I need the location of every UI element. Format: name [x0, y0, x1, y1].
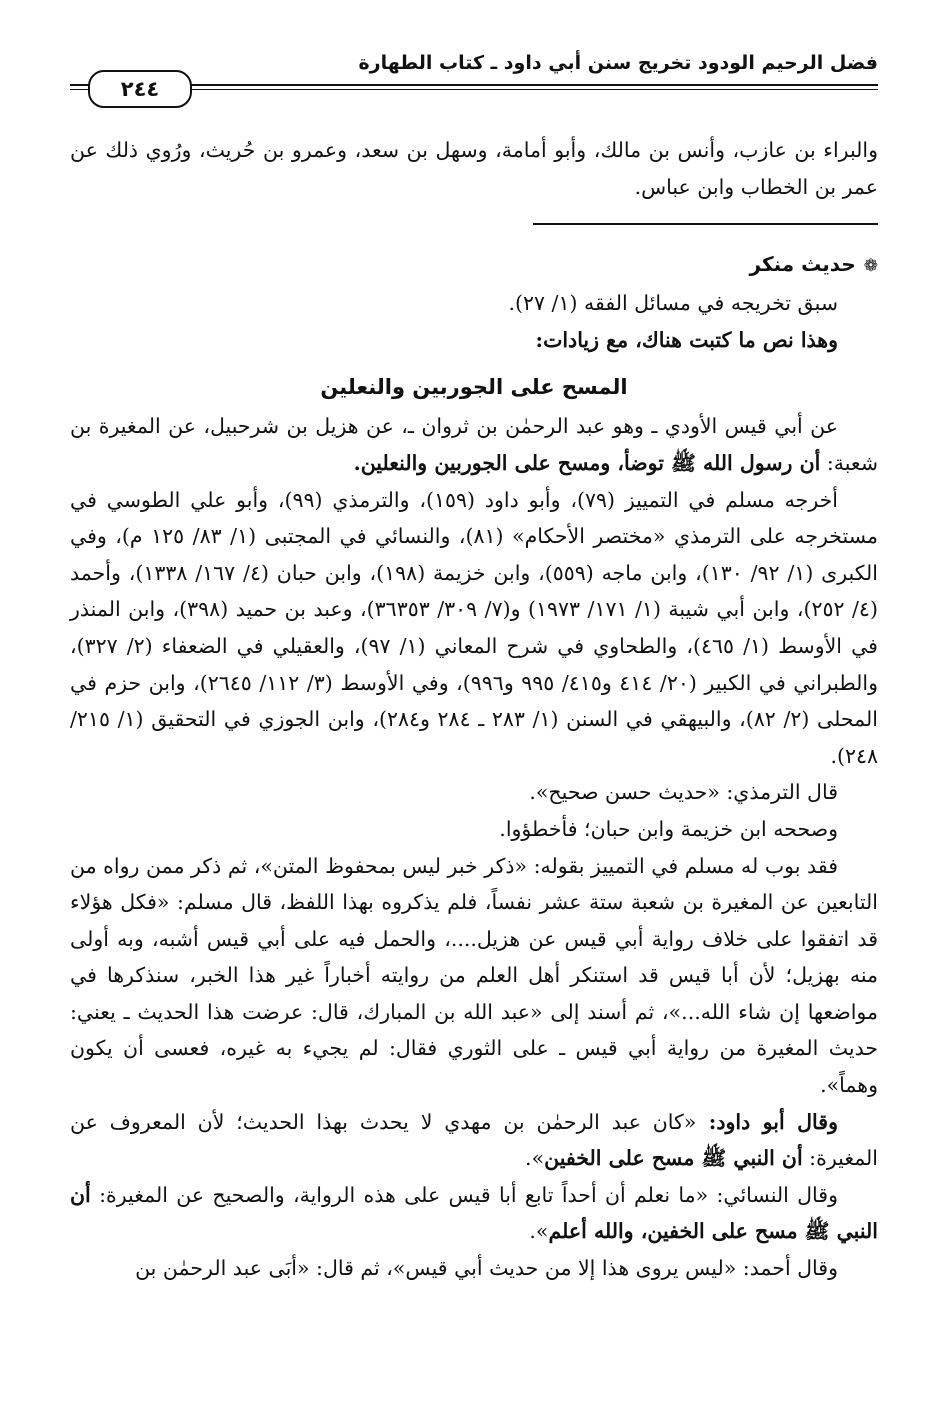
- page-body: [70, 132, 878, 1287]
- book-page: [70, 40, 878, 1390]
- reference-line: سبق تخريجه في مسائل الفقه (١/ ٢٧).: [508, 291, 838, 316]
- note-line: [70, 322, 878, 359]
- nasai-text: وقال النسائي: «ما نعلم أن أحداً تابع أبا قيس على هذه الرواية، والصحيح عن المغيرة:: [90, 1182, 838, 1207]
- hadith-paragraph: [70, 408, 878, 481]
- muslim-discussion-paragraph: فقد بوب له مسلم في التمييز بقوله: «ذكر خبر ليس بمحفوظ المتن»، ثم ذكر ممن رواه من التابعين عن المغيرة بن شعبة ستة عشر نفساً، فلم يذكروه بهذا اللفظ، قال مسلم: «فكل هؤلاء قد اتفقوا على خلاف رواية أبي قيس عن هزيل....، والحمل فيه على أبي قيس أشبه، وبه أولى منه بهزيل؛ لأن أبا قيس قد استنكر أهل العلم من روايته أخباراً غير هذا الخبر، سنذكرها في مواضعها إن شاء الله...»، ثم أسند إلى «عبد الله بن المبارك، قال: عرضت هذا الحديث ـ يعني: حديث المغيرة من رواية أبي قيس ـ على الثوري فقال: لم يجيء به غيره، فعسى أن يكون وهماً».: [70, 853, 878, 1098]
- section-heading: [70, 245, 878, 285]
- authentication-note: وصححه ابن خزيمة وابن حبان؛ فأخطؤوا.: [499, 816, 838, 841]
- ornament-bullet-icon: ❁: [863, 256, 878, 277]
- abu-dawud-paragraph: [70, 1104, 878, 1177]
- nasai-bold: أن النبي ﷺ مسح على الخفين، والله أعلم: [70, 1182, 878, 1244]
- chapter-subtitle: المسح على الجوربين والنعلين: [320, 375, 628, 400]
- abu-dawud-bold: أن النبي ﷺ مسح على الخفين: [544, 1146, 803, 1171]
- continued-paragraph: والبراء بن عازب، وأنس بن مالك، وأبو أمامة، وسهل بن سعد، وعمرو بن حُريث، ورُوي ذلك عن عمر بن الخطاب وابن عباس.: [70, 138, 878, 199]
- section-heading-text: حديث منكر: [749, 252, 856, 277]
- note-line-text: وهذا نص ما كتبت هناك، مع زيادات:: [535, 327, 838, 352]
- abu-dawud-end: ».: [525, 1146, 545, 1171]
- takhrij-paragraph: أخرجه مسلم في التمييز (٧٩)، وأبو داود (١٥٩)، والترمذي (٩٩)، وأبو علي الطوسي في مستخرجه على الترمذي «مختصر الأحكام» (٨١)، والنسائي في المجتبى (١/ ٨٣/ ١٢٥ م)، وفي الكبرى (١/ ٩٢/ ١٣٠)، وابن ماجه (٥٥٩)، وابن خزيمة (١٩٨)، وابن حبان (٤/ ١٦٧/ ١٣٣٨)، وأحمد (٤/ ٢٥٢)، وابن أبي شيبة (١/ ١٧١/ ١٩٧٣) و(٧/ ٣٠٩/ ٣٦٣٥٣)، وعبد بن حميد (٣٩٨)، وابن المنذر في الأوسط (١/ ٤٦٥)، والطحاوي في شرح المعاني (١/ ٩٧)، والعقيلي في الضعفاء (٢/ ٣٢٧)، والطبراني في الكبير (٢٠/ ٤١٤ و٤١٥/ ٩٩٥ و٩٩٦)، وفي الأوسط (٣/ ١١٢/ ٢٦٤٥)، وابن حزم في المحلى (٢/ ٨٢)، والبيهقي في السنن (١/ ٢٨٣ ـ ٢٨٤ و٢٨٤)، وابن الجوزي في التحقيق (١/ ٢١٥/ ٢٤٨).: [70, 487, 878, 768]
- hadith-isnad: عن أبي قيس الأودي ـ وهو عبد الرحمٰن بن ثروان ـ، عن هزيل بن شرحبيل، عن المغيرة بن شعبة:: [70, 414, 878, 475]
- page-number-badge: ٢٤٤: [88, 70, 192, 108]
- abu-dawud-text: «كان عبد الرحمٰن بن مهدي لا يحدث بهذا الحديث؛ لأن المعروف عن المغيرة:: [70, 1109, 878, 1171]
- nasai-paragraph: [70, 1177, 878, 1250]
- nasai-end: ».: [529, 1219, 549, 1244]
- ahmad-paragraph: وقال أحمد: «ليس يروى هذا إلا من حديث أبي قيس»، ثم قال: «أبَى عبد الرحمٰن بن: [135, 1256, 838, 1281]
- hadith-matn: أن رسول الله ﷺ توضأ، ومسح على الجوربين والنعلين.: [353, 450, 821, 475]
- running-header-title: فضل الرحيم الودود تخريج سنن أبي داود ـ كتاب الطهارة: [358, 52, 878, 74]
- tirmidhi-quote: قال الترمذي: «حديث حسن صحيح».: [529, 780, 838, 805]
- abu-dawud-label: وقال أبو داود:: [696, 1109, 838, 1134]
- section-separator-line: [533, 223, 878, 225]
